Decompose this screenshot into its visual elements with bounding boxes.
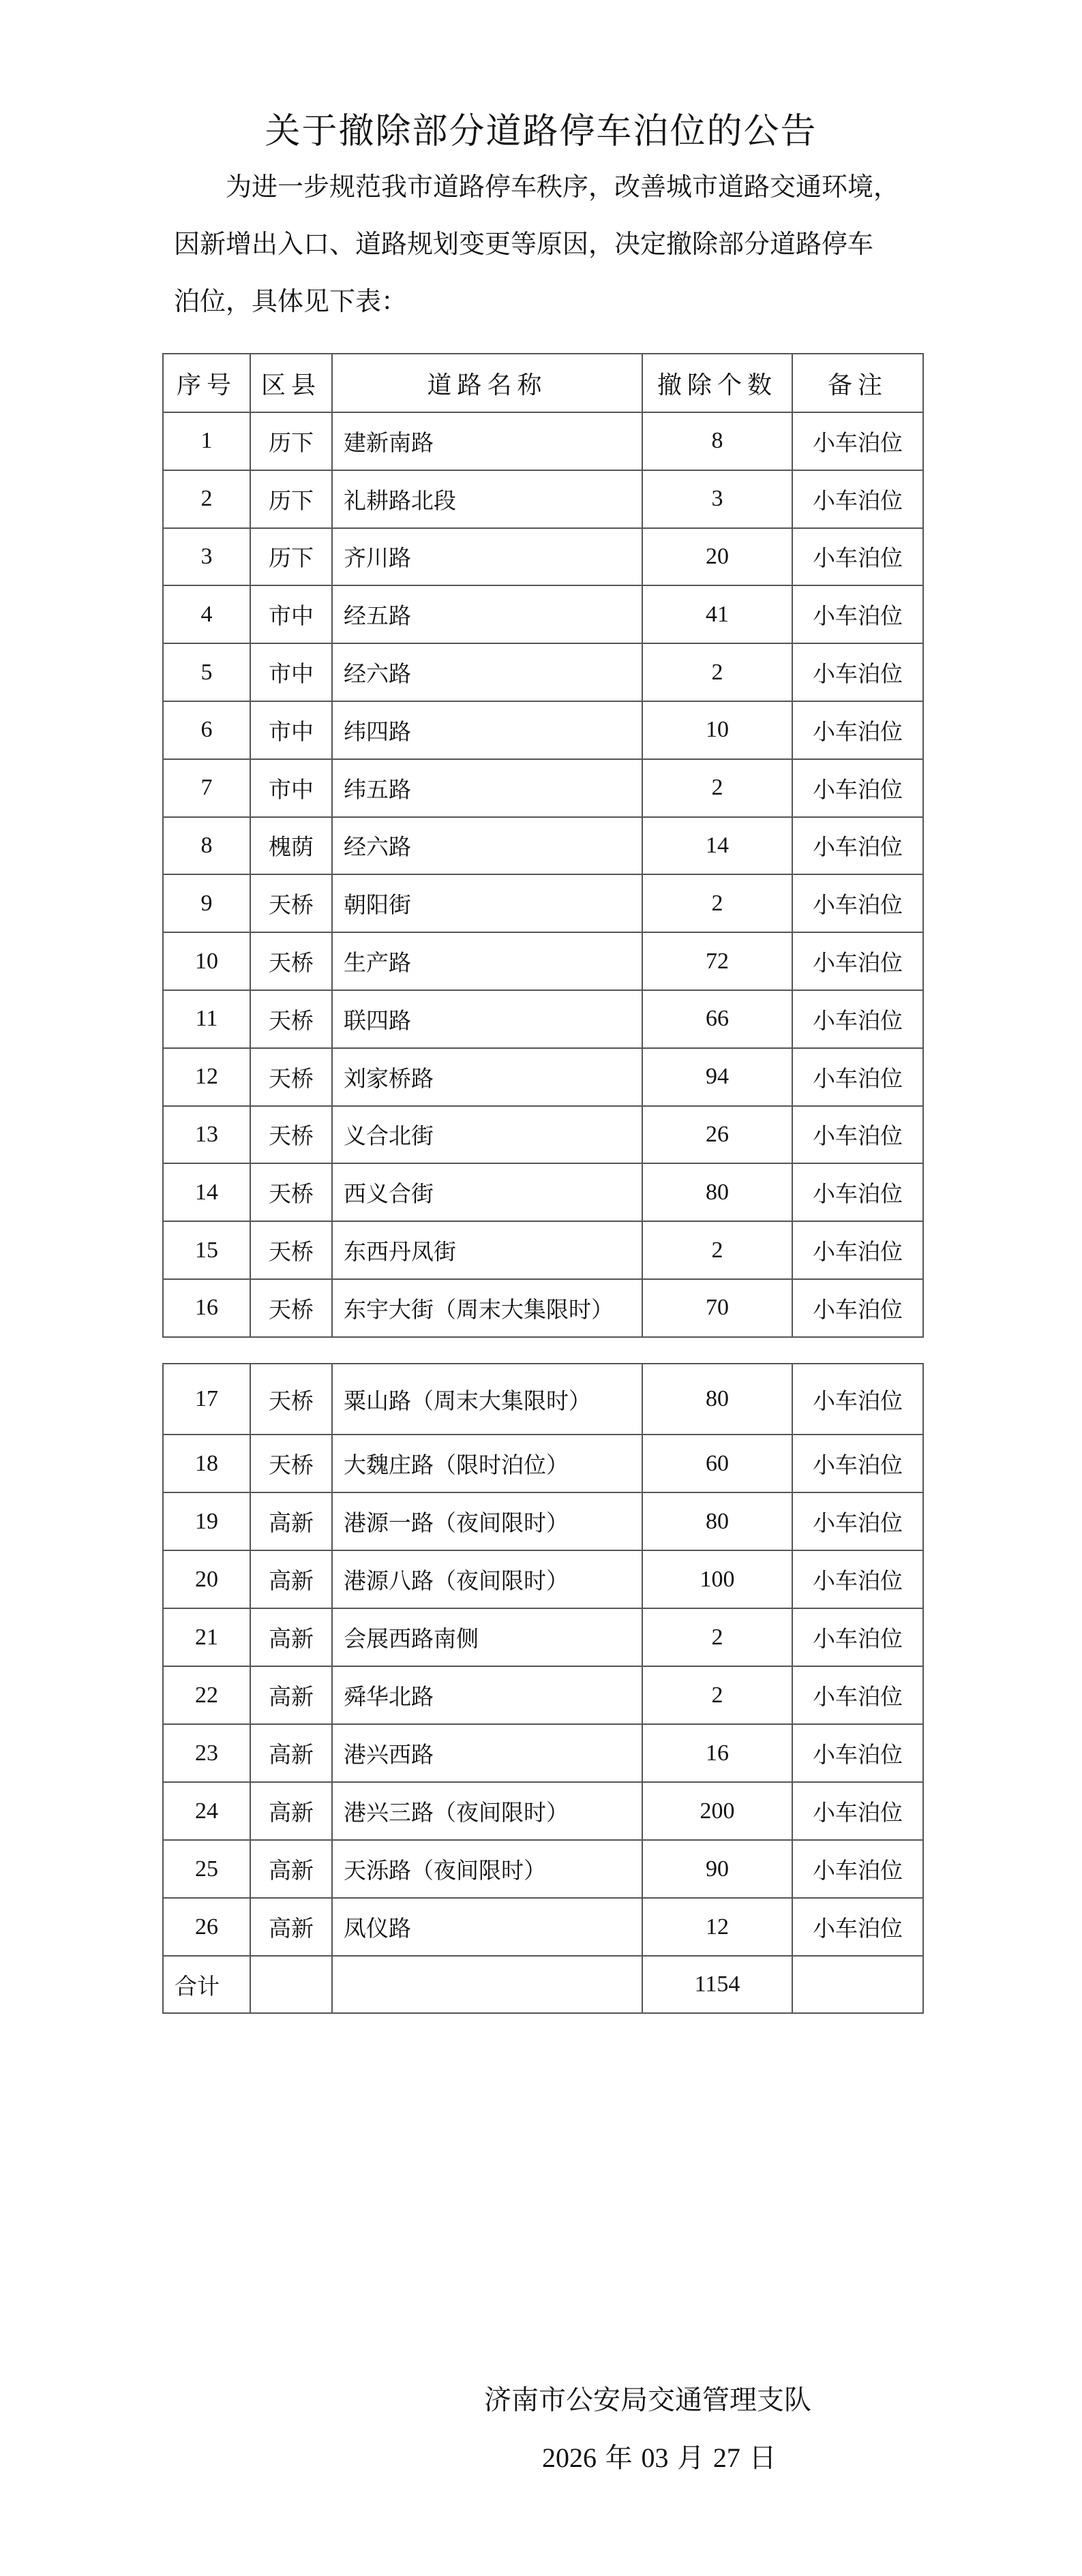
header-note: 备注 bbox=[792, 354, 923, 412]
row-road: 刘家桥路 bbox=[332, 1048, 642, 1106]
row-road: 经五路 bbox=[332, 585, 642, 643]
row-road: 纬四路 bbox=[332, 701, 642, 759]
row-district: 历下 bbox=[250, 412, 332, 470]
table-row bbox=[163, 1364, 923, 1435]
total-row bbox=[163, 1956, 923, 2013]
row-note: 小车泊位 bbox=[792, 1840, 923, 1898]
table-row bbox=[163, 585, 923, 643]
row-district: 天桥 bbox=[250, 1435, 332, 1492]
row-seq: 3 bbox=[163, 528, 250, 586]
row-note: 小车泊位 bbox=[792, 1492, 923, 1550]
row-district: 天桥 bbox=[250, 1279, 332, 1337]
intro-paragraph bbox=[174, 158, 924, 330]
signature: 济南市公安局交通管理支队 bbox=[484, 2385, 811, 2416]
row-count: 8 bbox=[642, 412, 792, 470]
row-road: 凤仪路 bbox=[332, 1898, 642, 1956]
row-district: 市中 bbox=[250, 759, 332, 817]
row-seq: 13 bbox=[163, 1106, 250, 1164]
row-road: 东宇大街（周末大集限时） bbox=[332, 1279, 642, 1337]
row-seq: 7 bbox=[163, 759, 250, 817]
row-note: 小车泊位 bbox=[792, 528, 923, 586]
date: 2026 年 03 月 27 日 bbox=[542, 2442, 777, 2474]
table-row bbox=[163, 1724, 923, 1782]
row-seq: 5 bbox=[163, 643, 250, 701]
row-note: 小车泊位 bbox=[792, 701, 923, 759]
row-note: 小车泊位 bbox=[792, 1163, 923, 1221]
row-district: 天桥 bbox=[250, 1221, 332, 1279]
row-district: 历下 bbox=[250, 470, 332, 528]
row-seq: 10 bbox=[163, 932, 250, 990]
row-district: 高新 bbox=[250, 1666, 332, 1724]
row-road: 天泺路（夜间限时） bbox=[332, 1840, 642, 1898]
row-note: 小车泊位 bbox=[792, 1608, 923, 1666]
row-road: 朝阳街 bbox=[332, 874, 642, 932]
row-note: 小车泊位 bbox=[792, 1364, 923, 1435]
row-district: 高新 bbox=[250, 1782, 332, 1840]
header-district: 区县 bbox=[250, 354, 332, 412]
row-note: 小车泊位 bbox=[792, 1279, 923, 1337]
row-count: 60 bbox=[642, 1435, 792, 1492]
row-count: 16 bbox=[642, 1724, 792, 1782]
row-district: 天桥 bbox=[250, 990, 332, 1048]
row-note: 小车泊位 bbox=[792, 1666, 923, 1724]
row-seq: 8 bbox=[163, 817, 250, 875]
row-note: 小车泊位 bbox=[792, 1782, 923, 1840]
total-label: 合计 bbox=[163, 1956, 250, 2013]
row-road: 齐川路 bbox=[332, 528, 642, 586]
row-seq: 22 bbox=[163, 1666, 250, 1724]
total-road bbox=[332, 1956, 642, 2013]
row-seq: 24 bbox=[163, 1782, 250, 1840]
row-note: 小车泊位 bbox=[792, 932, 923, 990]
row-count: 14 bbox=[642, 817, 792, 875]
row-count: 41 bbox=[642, 585, 792, 643]
row-count: 2 bbox=[642, 874, 792, 932]
row-count: 2 bbox=[642, 643, 792, 701]
row-seq: 14 bbox=[163, 1163, 250, 1221]
row-note: 小车泊位 bbox=[792, 1435, 923, 1492]
row-note: 小车泊位 bbox=[792, 470, 923, 528]
row-count: 80 bbox=[642, 1492, 792, 1550]
row-count: 3 bbox=[642, 470, 792, 528]
row-note: 小车泊位 bbox=[792, 1724, 923, 1782]
table-row bbox=[163, 1608, 923, 1666]
table-row bbox=[163, 817, 923, 875]
row-district: 高新 bbox=[250, 1840, 332, 1898]
row-count: 66 bbox=[642, 990, 792, 1048]
row-count: 72 bbox=[642, 932, 792, 990]
row-note: 小车泊位 bbox=[792, 1106, 923, 1164]
parking-table-part-1 bbox=[162, 353, 924, 1338]
table-row bbox=[163, 1492, 923, 1550]
row-count: 80 bbox=[642, 1163, 792, 1221]
table-row bbox=[163, 412, 923, 470]
row-count: 2 bbox=[642, 1221, 792, 1279]
row-district: 高新 bbox=[250, 1898, 332, 1956]
row-road: 大魏庄路（限时泊位） bbox=[332, 1435, 642, 1492]
table-row bbox=[163, 528, 923, 586]
row-district: 高新 bbox=[250, 1608, 332, 1666]
table-row bbox=[163, 470, 923, 528]
total-count: 1154 bbox=[642, 1956, 792, 2013]
row-count: 100 bbox=[642, 1550, 792, 1608]
table-row bbox=[163, 1898, 923, 1956]
row-note: 小车泊位 bbox=[792, 759, 923, 817]
row-seq: 9 bbox=[163, 874, 250, 932]
row-seq: 15 bbox=[163, 1221, 250, 1279]
row-count: 2 bbox=[642, 1608, 792, 1666]
header-count: 撤除个数 bbox=[642, 354, 792, 412]
row-road: 港兴三路（夜间限时） bbox=[332, 1782, 642, 1840]
row-road: 经六路 bbox=[332, 643, 642, 701]
table-row bbox=[163, 1666, 923, 1724]
row-note: 小车泊位 bbox=[792, 585, 923, 643]
row-district: 历下 bbox=[250, 528, 332, 586]
table-row bbox=[163, 1782, 923, 1840]
intro-line-3: 泊位，具体见下表： bbox=[174, 286, 408, 316]
table-row bbox=[163, 1221, 923, 1279]
row-road: 礼耕路北段 bbox=[332, 470, 642, 528]
row-road: 建新南路 bbox=[332, 412, 642, 470]
table-row bbox=[163, 874, 923, 932]
table-row bbox=[163, 643, 923, 701]
parking-table-part-2 bbox=[162, 1363, 924, 2014]
row-district: 市中 bbox=[250, 585, 332, 643]
row-count: 26 bbox=[642, 1106, 792, 1164]
row-seq: 23 bbox=[163, 1724, 250, 1782]
row-note: 小车泊位 bbox=[792, 817, 923, 875]
table-row bbox=[163, 1435, 923, 1492]
table-row bbox=[163, 990, 923, 1048]
row-note: 小车泊位 bbox=[792, 1221, 923, 1279]
row-road: 粟山路（周末大集限时） bbox=[332, 1364, 642, 1435]
row-road: 会展西路南侧 bbox=[332, 1608, 642, 1666]
row-road: 西义合街 bbox=[332, 1163, 642, 1221]
row-count: 2 bbox=[642, 1666, 792, 1724]
page-title: 关于撤除部分道路停车泊位的公告 bbox=[265, 111, 817, 152]
row-district: 市中 bbox=[250, 701, 332, 759]
row-count: 20 bbox=[642, 528, 792, 586]
row-count: 12 bbox=[642, 1898, 792, 1956]
row-count: 70 bbox=[642, 1279, 792, 1337]
row-count: 200 bbox=[642, 1782, 792, 1840]
row-district: 高新 bbox=[250, 1550, 332, 1608]
table-row bbox=[163, 1279, 923, 1337]
row-seq: 1 bbox=[163, 412, 250, 470]
row-road: 港源八路（夜间限时） bbox=[332, 1550, 642, 1608]
row-seq: 2 bbox=[163, 470, 250, 528]
row-count: 94 bbox=[642, 1048, 792, 1106]
row-note: 小车泊位 bbox=[792, 1048, 923, 1106]
row-note: 小车泊位 bbox=[792, 874, 923, 932]
row-road: 东西丹凤街 bbox=[332, 1221, 642, 1279]
row-district: 市中 bbox=[250, 643, 332, 701]
table-row bbox=[163, 1163, 923, 1221]
row-road: 港源一路（夜间限时） bbox=[332, 1492, 642, 1550]
row-road: 港兴西路 bbox=[332, 1724, 642, 1782]
row-seq: 17 bbox=[163, 1364, 250, 1435]
table-row bbox=[163, 932, 923, 990]
table-row bbox=[163, 759, 923, 817]
row-count: 2 bbox=[642, 759, 792, 817]
header-road: 道路名称 bbox=[332, 354, 642, 412]
row-district: 高新 bbox=[250, 1492, 332, 1550]
row-seq: 4 bbox=[163, 585, 250, 643]
table-row bbox=[163, 1106, 923, 1164]
row-district: 天桥 bbox=[250, 932, 332, 990]
row-seq: 25 bbox=[163, 1840, 250, 1898]
row-district: 天桥 bbox=[250, 1106, 332, 1164]
table-row bbox=[163, 1840, 923, 1898]
row-seq: 16 bbox=[163, 1279, 250, 1337]
row-seq: 6 bbox=[163, 701, 250, 759]
total-note bbox=[792, 1956, 923, 2013]
row-seq: 19 bbox=[163, 1492, 250, 1550]
row-road: 联四路 bbox=[332, 990, 642, 1048]
row-road: 经六路 bbox=[332, 817, 642, 875]
row-seq: 26 bbox=[163, 1898, 250, 1956]
row-district: 天桥 bbox=[250, 1163, 332, 1221]
row-note: 小车泊位 bbox=[792, 990, 923, 1048]
table-row bbox=[163, 701, 923, 759]
row-district: 天桥 bbox=[250, 874, 332, 932]
row-seq: 18 bbox=[163, 1435, 250, 1492]
table-row bbox=[163, 1048, 923, 1106]
row-seq: 11 bbox=[163, 990, 250, 1048]
row-count: 90 bbox=[642, 1840, 792, 1898]
row-seq: 20 bbox=[163, 1550, 250, 1608]
row-note: 小车泊位 bbox=[792, 643, 923, 701]
row-note: 小车泊位 bbox=[792, 1550, 923, 1608]
total-district bbox=[250, 1956, 332, 2013]
row-note: 小车泊位 bbox=[792, 1898, 923, 1956]
row-district: 槐荫 bbox=[250, 817, 332, 875]
table-header-row bbox=[163, 354, 923, 412]
table-row bbox=[163, 1550, 923, 1608]
row-count: 10 bbox=[642, 701, 792, 759]
row-road: 生产路 bbox=[332, 932, 642, 990]
intro-line-2: 因新增出入口、道路规划变更等原因，决定撤除部分道路停车 bbox=[174, 229, 874, 259]
row-road: 纬五路 bbox=[332, 759, 642, 817]
intro-line-1: 为进一步规范我市道路停车秩序，改善城市道路交通环境， bbox=[226, 172, 900, 202]
row-road: 义合北街 bbox=[332, 1106, 642, 1164]
row-seq: 21 bbox=[163, 1608, 250, 1666]
row-note: 小车泊位 bbox=[792, 412, 923, 470]
row-district: 天桥 bbox=[250, 1364, 332, 1435]
row-seq: 12 bbox=[163, 1048, 250, 1106]
header-seq: 序号 bbox=[163, 354, 250, 412]
row-district: 高新 bbox=[250, 1724, 332, 1782]
row-district: 天桥 bbox=[250, 1048, 332, 1106]
row-count: 80 bbox=[642, 1364, 792, 1435]
row-road: 舜华北路 bbox=[332, 1666, 642, 1724]
